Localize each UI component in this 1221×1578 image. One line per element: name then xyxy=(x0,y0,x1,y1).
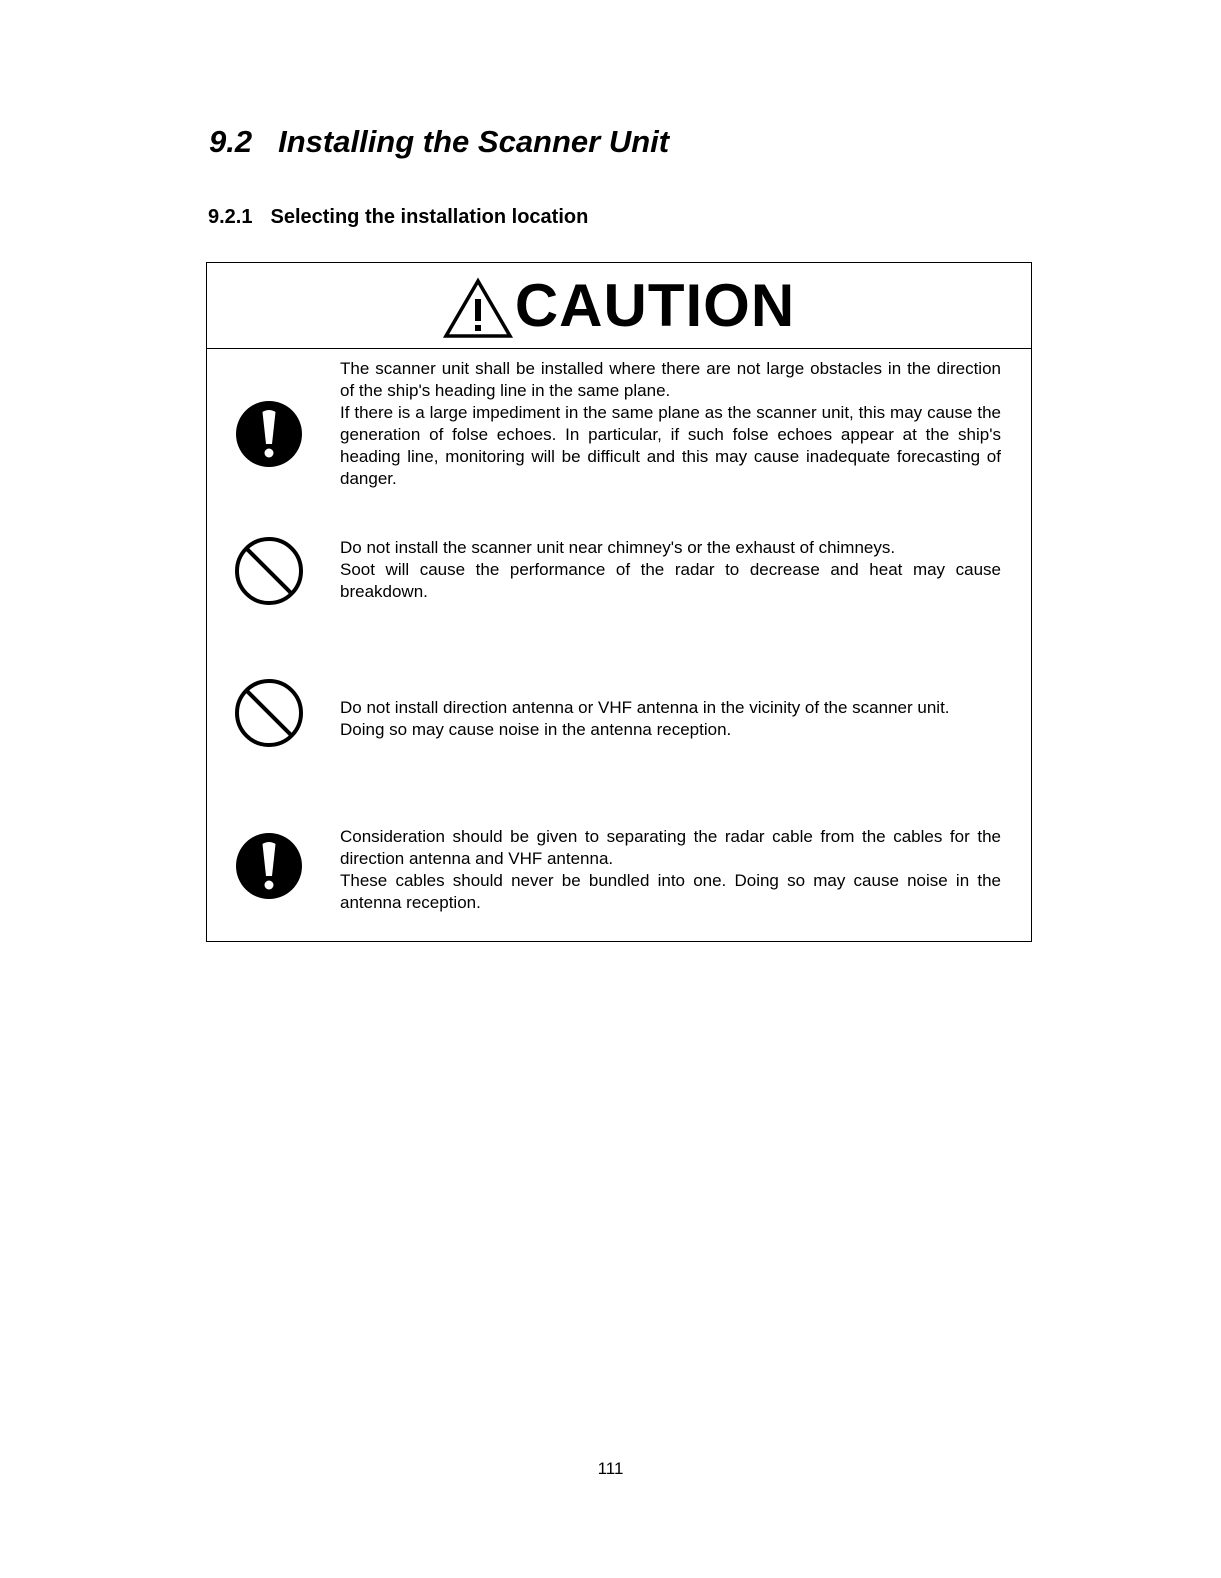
caution-item-paragraph: These cables should never be bundled into one. Doing so may cause noise in the antenna reception. xyxy=(340,871,1001,912)
section-number: 9.2 xyxy=(209,124,253,159)
page-number: 111 xyxy=(597,1459,624,1478)
caution-item-paragraph: Doing so may cause noise in the antenna reception. xyxy=(340,720,732,739)
caution-item-paragraph: The scanner unit shall be installed where there are not large obstacles in the direction of the ship's heading line in the same plane. xyxy=(340,359,1001,400)
caution-item-text xyxy=(340,537,1001,603)
caution-item-paragraph: Do not install the scanner unit near chimney's or the exhaust of chimneys. xyxy=(340,538,896,557)
caution-header xyxy=(207,263,1031,349)
caution-item-paragraph: If there is a large impediment in the same plane as the scanner unit, this may cause the generation of folse echoes. In particular, if such folse echoes appear at the ship's heading line, monitoring will be difficult and this may cause inadequate forecasting of danger. xyxy=(340,403,1001,488)
caution-heading: CAUTION xyxy=(514,271,796,339)
subsection-number: 9.2.1 xyxy=(208,206,253,228)
caution-item-text xyxy=(340,697,1001,741)
warning-triangle-icon xyxy=(443,277,513,339)
caution-item-paragraph: Do not install direction antenna or VHF antenna in the vicinity of the scanner unit. xyxy=(340,698,950,717)
prohibition-icon xyxy=(233,677,305,749)
caution-item-paragraph: Consideration should be given to separating the radar cable from the cables for the direction antenna and VHF antenna. xyxy=(340,827,1001,868)
subsection-title-text: Selecting the installation location xyxy=(270,206,589,228)
section-title-text: Installing the Scanner Unit xyxy=(278,124,670,159)
caution-item-paragraph: Soot will cause the performance of the radar to decrease and heat may cause breakdown. xyxy=(340,560,1001,601)
caution-item-text xyxy=(340,358,1001,490)
exclamation-icon xyxy=(233,830,305,902)
caution-item-text xyxy=(340,826,1001,914)
prohibition-icon xyxy=(233,535,305,607)
subsection-title xyxy=(208,206,588,229)
exclamation-icon xyxy=(233,398,305,470)
section-title xyxy=(209,124,669,160)
caution-box xyxy=(206,262,1032,942)
